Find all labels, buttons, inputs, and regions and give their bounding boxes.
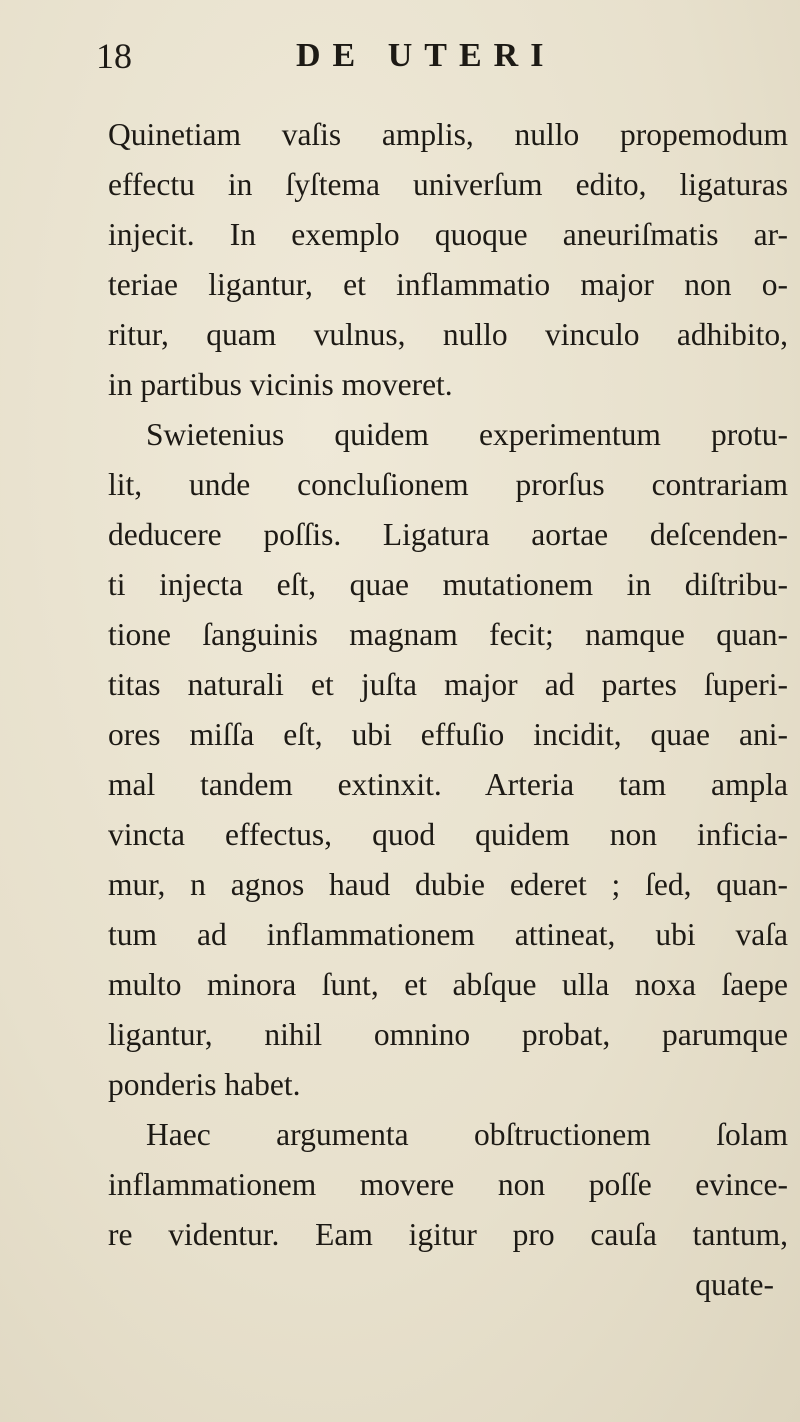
text-line: lit, unde concluſionem prorſus contrariam [108, 467, 788, 502]
text-line: mal tandem extinxit. Arteria tam ampla [108, 767, 788, 802]
text-line: teriae ligantur, et inflammatio major non o- [108, 267, 788, 302]
text-line: ti injecta eſt, quae mutationem in diſtribu- [108, 567, 788, 602]
text-line: re videntur. Eam igitur pro cauſa tantum, [108, 1217, 788, 1252]
body-text [108, 110, 788, 1310]
text-line: inflammationem movere non poſſe evince- [108, 1167, 788, 1202]
text-line: Quinetiam vaſis amplis, nullo propemodum [108, 117, 788, 152]
text-line: Swietenius quidem experimentum protu- [146, 417, 788, 452]
text-line: deducere poſſis. Ligatura aortae deſcenden- [108, 517, 788, 552]
text-line: tum ad inflammationem attineat, ubi vaſa [108, 917, 788, 952]
catchword: quate- [695, 1267, 774, 1302]
text-line: effectu in ſyſtema univerſum edito, ligaturas [108, 167, 788, 202]
text-line: injecit. In exemplo quoque aneuriſmatis ar- [108, 217, 788, 252]
page-number: 18 [96, 36, 132, 76]
text-line: ores miſſa eſt, ubi effuſio incidit, quae ani- [108, 717, 788, 752]
running-head [0, 30, 800, 80]
text-line: titas naturali et juſta major ad partes ſuperi- [108, 667, 788, 702]
text-line: ligantur, nihil omnino probat, parumque [108, 1017, 788, 1052]
running-title: DE UTERI [296, 37, 556, 74]
text-line: ponderis habet. [108, 1067, 301, 1102]
text-line: in partibus vicinis moveret. [108, 367, 453, 402]
text-line: vincta effectus, quod quidem non inficia- [108, 817, 788, 852]
text-line: mur, n agnos haud dubie ederet ; ſed, quan- [108, 867, 788, 902]
text-line: multo minora ſunt, et abſque ulla noxa ſaepe [108, 967, 788, 1002]
text-line: ritur, quam vulnus, nullo vinculo adhibito, [108, 317, 788, 352]
text-line: tione ſanguinis magnam fecit; namque quan- [108, 617, 788, 652]
text-line: Haec argumenta obſtructionem ſolam [146, 1117, 788, 1152]
